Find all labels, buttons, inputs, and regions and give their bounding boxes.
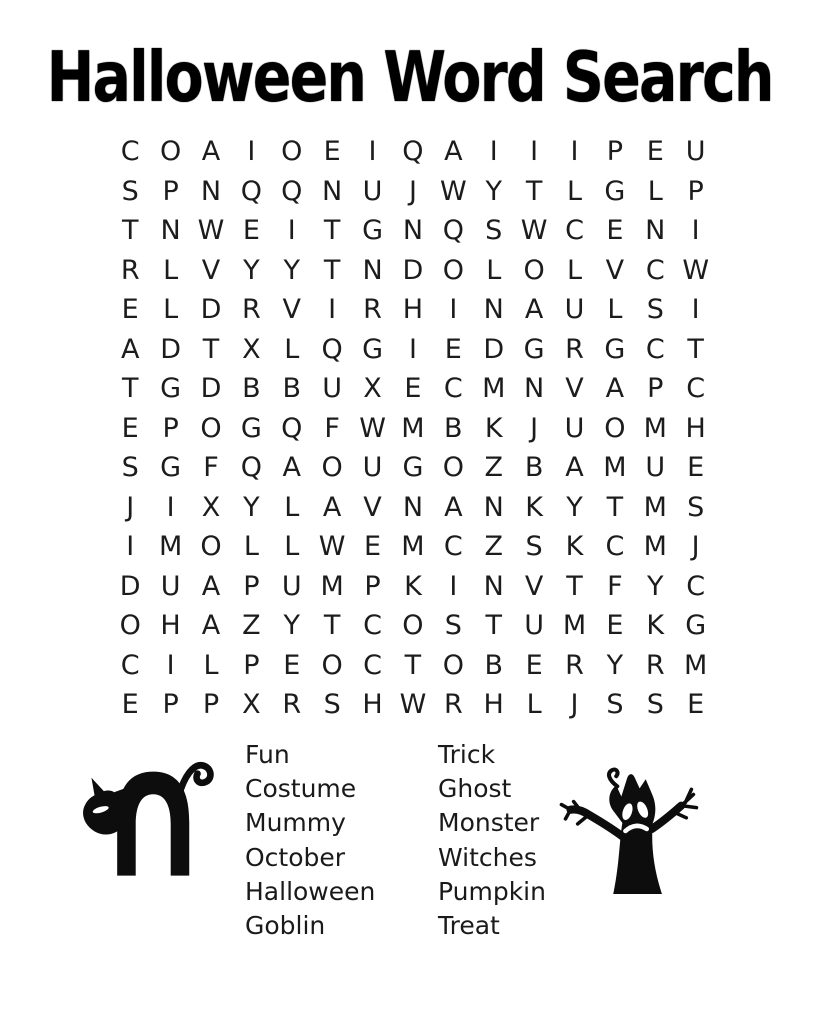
grid-letter: E (283, 649, 301, 681)
grid-letter: C (363, 649, 382, 681)
grid-letter: R (565, 333, 584, 365)
grid-letter: I (570, 136, 579, 168)
grid-letter: M (643, 412, 667, 444)
grid-letter: T (404, 649, 422, 681)
word-list-item: Monster (438, 808, 540, 838)
grid-letter: C (645, 254, 665, 286)
grid-letter: I (247, 136, 256, 168)
grid-letter: A (444, 491, 463, 523)
grid-letter: T (485, 610, 502, 642)
grid-letter: Y (283, 254, 300, 286)
grid-letter: S (646, 689, 664, 721)
grid-letter: M (320, 570, 344, 602)
grid-letter: Y (243, 254, 260, 286)
grid-letter: D (160, 333, 181, 365)
grid-letter: U (524, 610, 544, 642)
grid-letter: T (323, 215, 341, 247)
grid-letter: C (443, 531, 463, 563)
grid-letter: A (282, 452, 301, 484)
grid-letter: O (442, 254, 464, 286)
grid-letter: S (646, 294, 664, 326)
grid-letter: U (160, 570, 181, 602)
grid-letter: N (483, 491, 504, 523)
grid-letter: E (606, 610, 624, 642)
grid-letter: M (603, 452, 627, 484)
grid-letter: Z (242, 610, 261, 642)
grid-letter: J (530, 412, 539, 444)
grid-letter: Y (243, 491, 260, 523)
grid-letter: P (647, 373, 664, 405)
grid-letter: W (318, 531, 346, 563)
grid-letter: C (120, 136, 140, 168)
grid-letter: P (162, 175, 179, 207)
grid-letter: G (685, 610, 707, 642)
grid-letter: W (520, 215, 548, 247)
word-list-column-1 (245, 738, 375, 943)
grid-letter: P (364, 570, 381, 602)
grid-letter: N (645, 215, 666, 247)
grid-letter: P (162, 412, 179, 444)
word-list-item: Costume (245, 774, 357, 804)
grid-letter: A (201, 136, 221, 168)
grid-letter: J (570, 689, 579, 721)
grid-letter: A (565, 452, 584, 484)
grid-letter: J (126, 491, 135, 523)
grid-letter: M (401, 412, 425, 444)
grid-letter: C (443, 373, 463, 405)
grid-letter: V (282, 294, 301, 326)
grid-letter: Z (484, 452, 503, 484)
grid-letter: K (404, 570, 422, 602)
grid-letter: I (530, 136, 539, 168)
grid-letter: M (684, 649, 708, 681)
word-list-item: Fun (245, 740, 290, 769)
grid-letter: O (442, 649, 464, 681)
grid-letter: S (525, 531, 543, 563)
grid-letter: Y (283, 610, 300, 642)
grid-letter: T (566, 570, 583, 602)
grid-letter: N (402, 215, 424, 247)
grid-letter: U (564, 294, 585, 326)
grid-letter: T (525, 175, 543, 207)
grid-letter: L (284, 491, 300, 523)
grid-letter: Y (647, 570, 664, 602)
grid-letter: I (691, 294, 700, 326)
grid-letter: J (408, 175, 417, 207)
grid-letter: D (483, 333, 505, 365)
grid-letter: N (362, 254, 383, 286)
grid-letter: X (201, 491, 221, 523)
grid-letter: X (242, 689, 261, 721)
grid-letter: O (200, 531, 222, 563)
grid-letter: W (682, 254, 710, 286)
grid-letter: K (484, 412, 503, 444)
word-list-column-2 (438, 738, 546, 943)
grid-letter: E (444, 333, 462, 365)
grid-letter: T (606, 491, 624, 523)
grid-letter: N (402, 491, 424, 523)
grid-letter: C (363, 610, 382, 642)
grid-letter: O (119, 610, 141, 642)
grid-letter: Q (281, 175, 303, 207)
word-list-item: Pumpkin (438, 876, 546, 906)
grid-letter: M (562, 610, 587, 642)
word-search-grid (110, 132, 716, 725)
grid-letter: I (368, 136, 377, 168)
word-list-item: Treat (438, 910, 500, 940)
grid-letter: E (323, 136, 341, 168)
word-list-item: Trick (438, 740, 496, 769)
grid-letter: A (201, 610, 221, 642)
word-list-item: Ghost (438, 774, 512, 804)
word-list-item: Goblin (245, 910, 326, 940)
grid-letter: G (523, 333, 545, 365)
grid-letter: G (402, 452, 424, 484)
grid-letter: I (126, 531, 135, 563)
grid-letter: K (565, 531, 584, 563)
grid-letter: L (526, 689, 542, 721)
grid-letter: T (323, 254, 341, 286)
grid-letter: O (159, 136, 182, 168)
grid-letter: G (604, 333, 626, 365)
grid-letter: T (121, 215, 139, 247)
grid-letter: L (566, 175, 583, 207)
grid-letter: L (163, 294, 179, 326)
grid-letter: I (287, 215, 296, 247)
grid-letter: T (687, 333, 704, 365)
grid-letter: V (565, 373, 584, 405)
grid-letter: S (485, 215, 503, 247)
grid-letter: O (200, 412, 222, 444)
grid-letter: I (166, 649, 175, 681)
grid-letter: P (687, 175, 704, 207)
grid-letter: M (643, 491, 667, 523)
grid-letter: H (402, 294, 424, 326)
grid-letter: A (444, 136, 463, 168)
grid-letter: X (242, 333, 261, 365)
page-title-text: Halloween Word Search (46, 36, 773, 118)
grid-letter: Q (240, 452, 262, 484)
grid-letter: W (359, 412, 386, 444)
word-list-item: Witches (438, 842, 537, 872)
grid-letter: I (449, 294, 458, 326)
grid-letter: E (687, 452, 705, 484)
grid-letter: N (200, 175, 222, 207)
black-cat-icon (76, 758, 216, 882)
grid-letter: U (281, 570, 302, 602)
grid-letter: O (604, 412, 626, 444)
grid-letter: S (323, 689, 341, 721)
grid-letter: B (242, 373, 261, 405)
grid-letter: N (322, 175, 343, 207)
grid-letter: D (200, 294, 222, 326)
grid-letter: Y (606, 649, 624, 681)
grid-letter: G (604, 175, 626, 207)
grid-letter: L (203, 649, 219, 681)
grid-letter: T (202, 333, 220, 365)
grid-letter: O (321, 649, 343, 681)
grid-letter: L (243, 531, 259, 563)
grid-letter: O (442, 452, 464, 484)
grid-letter: A (605, 373, 625, 405)
grid-letter: P (243, 649, 260, 681)
grid-letter: G (362, 333, 383, 365)
grid-letter: M (158, 531, 183, 563)
grid-letter: I (449, 570, 458, 602)
grid-letter: Q (442, 215, 464, 247)
grid-letter: C (686, 570, 706, 602)
grid-letter: Z (484, 531, 503, 563)
grid-letter: B (444, 412, 463, 444)
grid-letter: D (119, 570, 141, 602)
grid-letter: H (483, 689, 504, 721)
grid-letter: L (284, 333, 300, 365)
grid-letter: A (120, 333, 140, 365)
grid-letter: H (160, 610, 181, 642)
grid-letter: S (444, 610, 462, 642)
grid-letter: R (443, 689, 463, 721)
grid-letter: E (525, 649, 543, 681)
grid-letter: V (524, 570, 544, 602)
grid-letter: U (685, 136, 706, 168)
grid-letter: E (687, 689, 705, 721)
grid-letter: S (687, 491, 705, 523)
grid-letter: B (484, 649, 503, 681)
grid-letter: M (482, 373, 506, 405)
grid-letter: R (241, 294, 261, 326)
grid-letter: X (363, 373, 382, 405)
grid-letter: E (121, 689, 139, 721)
grid-letter: O (402, 610, 424, 642)
grid-letter: U (322, 373, 343, 405)
grid-letter: E (404, 373, 422, 405)
grid-letter: M (401, 531, 425, 563)
grid-letter: C (605, 531, 625, 563)
grid-letter: Q (240, 175, 262, 207)
grid-letter: C (120, 649, 140, 681)
grid-letter: P (606, 136, 624, 168)
grid-letter: A (322, 491, 342, 523)
grid-letter: O (281, 136, 303, 168)
page-title (0, 36, 819, 118)
grid-letter: C (645, 333, 665, 365)
grid-letter: I (489, 136, 498, 168)
grid-letter: A (201, 570, 221, 602)
grid-letter: L (163, 254, 179, 286)
grid-letter: C (565, 215, 584, 247)
word-list-item: October (245, 842, 346, 872)
grid-letter: D (200, 373, 222, 405)
grid-letter: L (486, 254, 502, 286)
grid-letter: E (242, 215, 260, 247)
grid-letter: J (691, 531, 700, 563)
grid-letter: T (323, 610, 341, 642)
grid-letter: K (646, 610, 665, 642)
grid-letter: S (121, 452, 139, 484)
grid-letter: S (121, 175, 139, 207)
grid-letter: S (606, 689, 624, 721)
grid-letter: B (524, 452, 544, 484)
grid-letter: W (197, 215, 225, 247)
grid-letter: L (566, 254, 583, 286)
grid-letter: W (439, 175, 467, 207)
grid-letter: A (524, 294, 544, 326)
grid-letter: V (605, 254, 625, 286)
grid-letter: P (243, 570, 260, 602)
grid-letter: T (121, 373, 139, 405)
grid-letter: N (524, 373, 545, 405)
grid-letter: V (201, 254, 221, 286)
grid-letter: Y (485, 175, 502, 207)
grid-letter: F (324, 412, 340, 444)
grid-letter: G (160, 452, 182, 484)
grid-letter: C (686, 373, 706, 405)
grid-letter: R (565, 649, 584, 681)
grid-letter: I (408, 333, 417, 365)
grid-letter: I (691, 215, 700, 247)
grid-letter: Q (321, 333, 343, 365)
grid-letter: U (564, 412, 585, 444)
grid-letter: O (321, 452, 343, 484)
grid-letter: V (363, 491, 382, 523)
grid-letter: U (362, 452, 383, 484)
grid-letter: R (363, 294, 382, 326)
grid-letter: F (607, 570, 623, 602)
grid-letter: Q (281, 412, 303, 444)
grid-letter: R (282, 689, 302, 721)
grid-letter: R (645, 649, 665, 681)
grid-letter: Y (566, 491, 583, 523)
grid-letter: W (399, 689, 427, 721)
grid-letter: K (525, 491, 543, 523)
word-list-item: Mummy (245, 808, 346, 838)
grid-letter: D (402, 254, 424, 286)
grid-letter: H (362, 689, 383, 721)
grid-letter: P (202, 689, 220, 721)
grid-letter: E (646, 136, 664, 168)
word-list-item: Halloween (245, 876, 376, 906)
grid-letter: N (160, 215, 181, 247)
grid-letter: E (121, 294, 139, 326)
grid-letter: O (523, 254, 545, 286)
grid-letter: N (483, 294, 504, 326)
grid-letter: G (362, 215, 383, 247)
grid-letter: G (160, 373, 182, 405)
grid-letter: Q (402, 136, 424, 168)
grid-letter: R (120, 254, 140, 286)
grid-letter: P (162, 689, 179, 721)
grid-letter: M (643, 531, 667, 563)
grid-letter: U (362, 175, 383, 207)
grid-letter: U (645, 452, 666, 484)
grid-letter: E (606, 215, 624, 247)
grid-letter: I (328, 294, 337, 326)
grid-letter: E (364, 531, 382, 563)
grid-letter: L (284, 531, 300, 563)
grid-letter: H (685, 412, 706, 444)
grid-letter: L (647, 175, 663, 207)
grid-letter: G (240, 412, 262, 444)
grid-letter: B (282, 373, 302, 405)
grid-letter: I (166, 491, 175, 523)
grid-letter: E (121, 412, 139, 444)
spooky-tree-icon (558, 764, 706, 896)
grid-letter: F (203, 452, 219, 484)
grid-letter: L (607, 294, 623, 326)
grid-letter: N (483, 570, 504, 602)
